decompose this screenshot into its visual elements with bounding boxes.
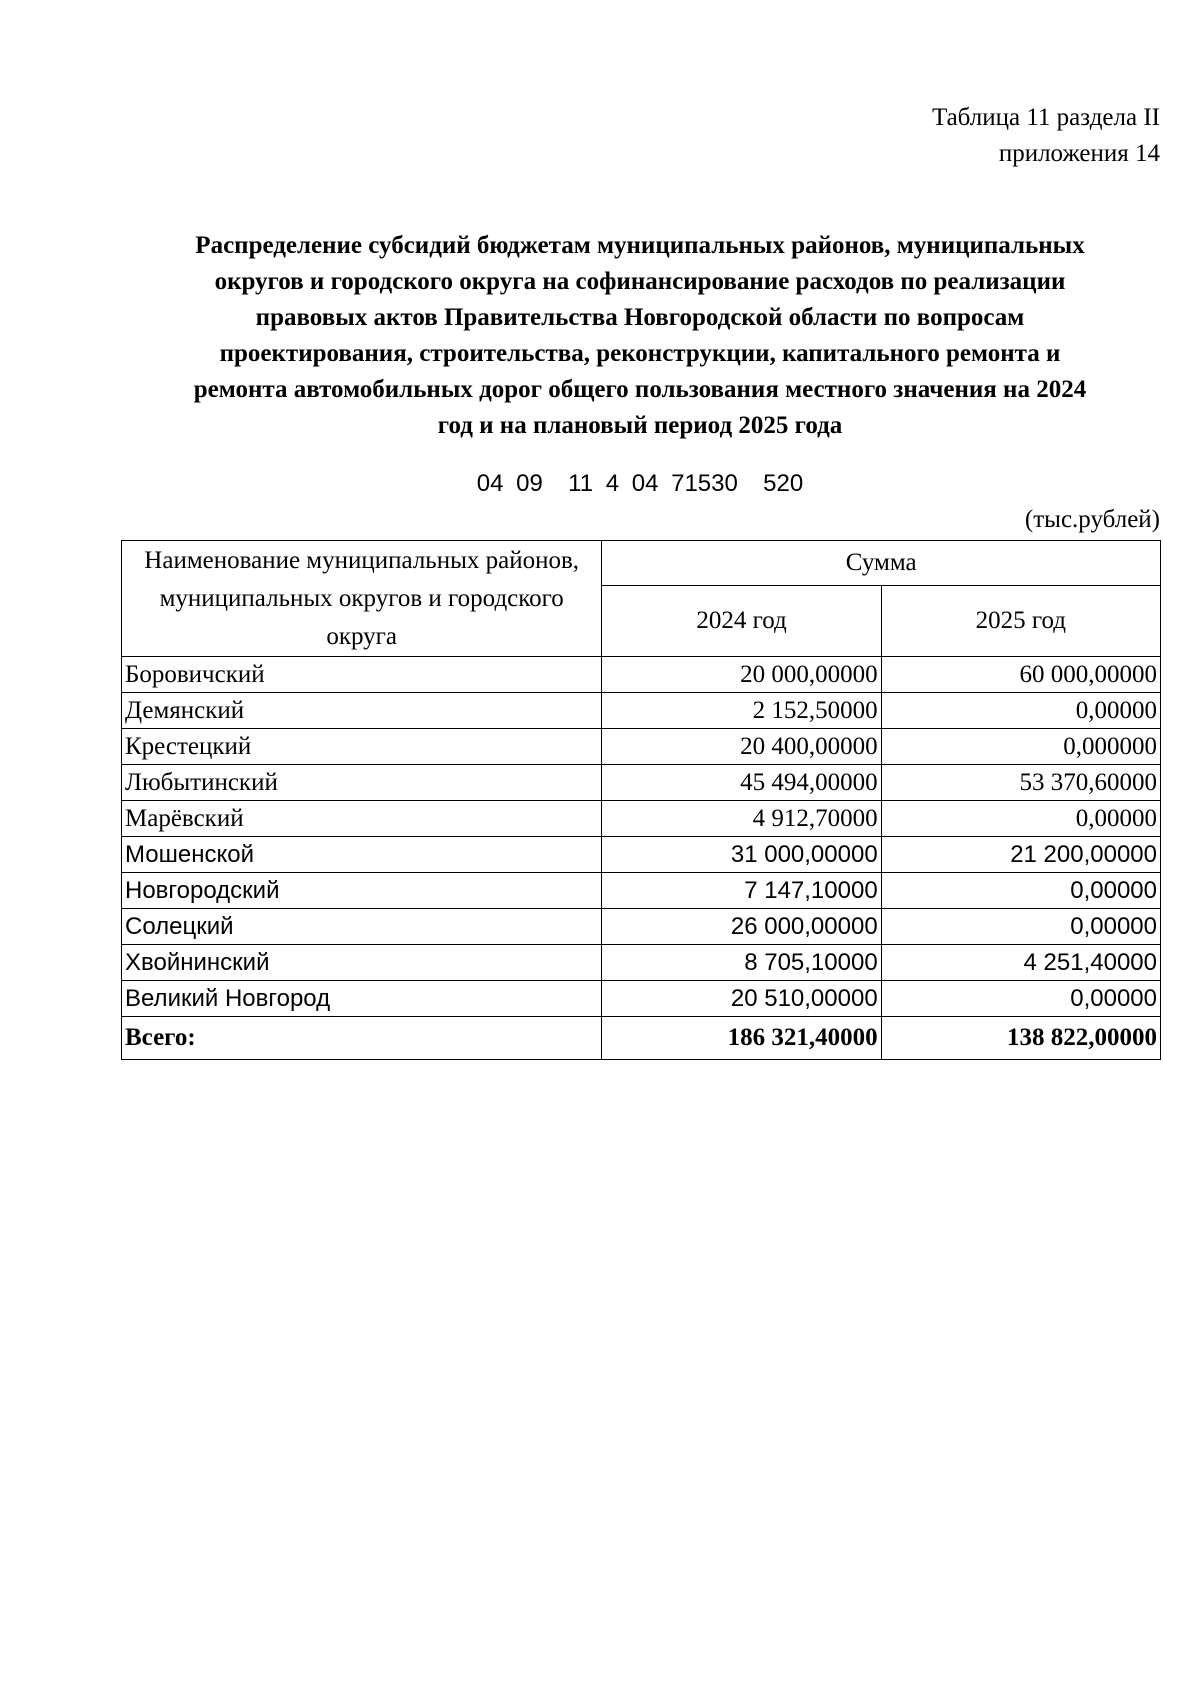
row-name-cell: Солецкий [122,909,602,945]
table-row [122,801,1161,837]
row-2025-cell: 60 000,00000 [881,657,1160,693]
row-name-cell: Любытинский [122,765,602,801]
total-2025: 138 822,00000 [881,1017,1160,1060]
table-row [122,729,1161,765]
title-line-6: год и на плановый период 2025 года [437,412,843,439]
document-title [120,228,1160,444]
row-2024-cell: 8 705,10000 [602,945,881,981]
row-name-cell: Боровичский [122,657,602,693]
title-line-4: проектирования, строительства, реконструкции, капитального ремонта и [219,340,1061,367]
row-2024-cell: 45 494,00000 [602,765,881,801]
row-2024-cell: 31 000,00000 [602,837,881,873]
col-header-2025: 2025 год [881,586,1160,657]
row-2024-cell: 4 912,70000 [602,801,881,837]
row-2025-cell: 0,00000 [881,693,1160,729]
table-row [122,873,1161,909]
table-row [122,909,1161,945]
budget-code: 04 09 11 4 04 71530 520 [476,470,804,497]
row-2024-cell: 20 400,00000 [602,729,881,765]
table-row [122,693,1161,729]
total-2024: 186 321,40000 [602,1017,881,1060]
col-header-name: Наименование муниципальных районов, муниципальных округов и городского округа [122,541,602,657]
row-2025-cell: 0,00000 [881,873,1160,909]
row-name-cell: Великий Новгород [122,981,602,1017]
table-row [122,657,1161,693]
row-2024-cell: 26 000,00000 [602,909,881,945]
row-2025-cell: 4 251,40000 [881,945,1160,981]
row-2024-cell: 7 147,10000 [602,873,881,909]
ref-line-2: приложения 14 [998,140,1160,167]
total-row [122,1017,1161,1060]
title-line-5: ремонта автомобильных дорог общего пользования местного значения на 2024 [193,376,1087,403]
row-2025-cell: 21 200,00000 [881,837,1160,873]
row-name-cell: Новгородский [122,873,602,909]
row-2025-cell: 0,000000 [881,729,1160,765]
total-label: Всего: [122,1017,602,1060]
row-2025-cell: 0,00000 [881,801,1160,837]
table-row [122,765,1161,801]
ref-line-1: Таблица 11 раздела II [931,104,1160,131]
row-2025-cell: 53 370,60000 [881,765,1160,801]
row-name-cell: Марёвский [122,801,602,837]
title-line-1: Распределение субсидий бюджетам муниципальных районов, муниципальных [195,232,1085,259]
title-line-3: правовых актов Правительства Новгородской области по вопросам [255,304,1025,331]
table-row [122,837,1161,873]
row-name-cell: Демянский [122,693,602,729]
col-header-sum: Сумма [602,541,1161,586]
table-row [122,945,1161,981]
col-header-2024: 2024 год [602,586,881,657]
table-row [122,981,1161,1017]
row-2024-cell: 20 510,00000 [602,981,881,1017]
row-name-cell: Хвойнинский [122,945,602,981]
row-2024-cell: 2 152,50000 [602,693,881,729]
row-name-cell: Мошенской [122,837,602,873]
row-2025-cell: 0,00000 [881,909,1160,945]
row-2025-cell: 0,00000 [881,981,1160,1017]
row-2024-cell: 20 000,00000 [602,657,881,693]
subsidy-table [121,540,1161,1060]
units-label: (тыс.рублей) [1024,506,1160,533]
title-line-2: округов и городского округа на софинансирование расходов по реализации [214,268,1066,295]
row-name-cell: Крестецкий [122,729,602,765]
table-reference [932,100,1160,172]
